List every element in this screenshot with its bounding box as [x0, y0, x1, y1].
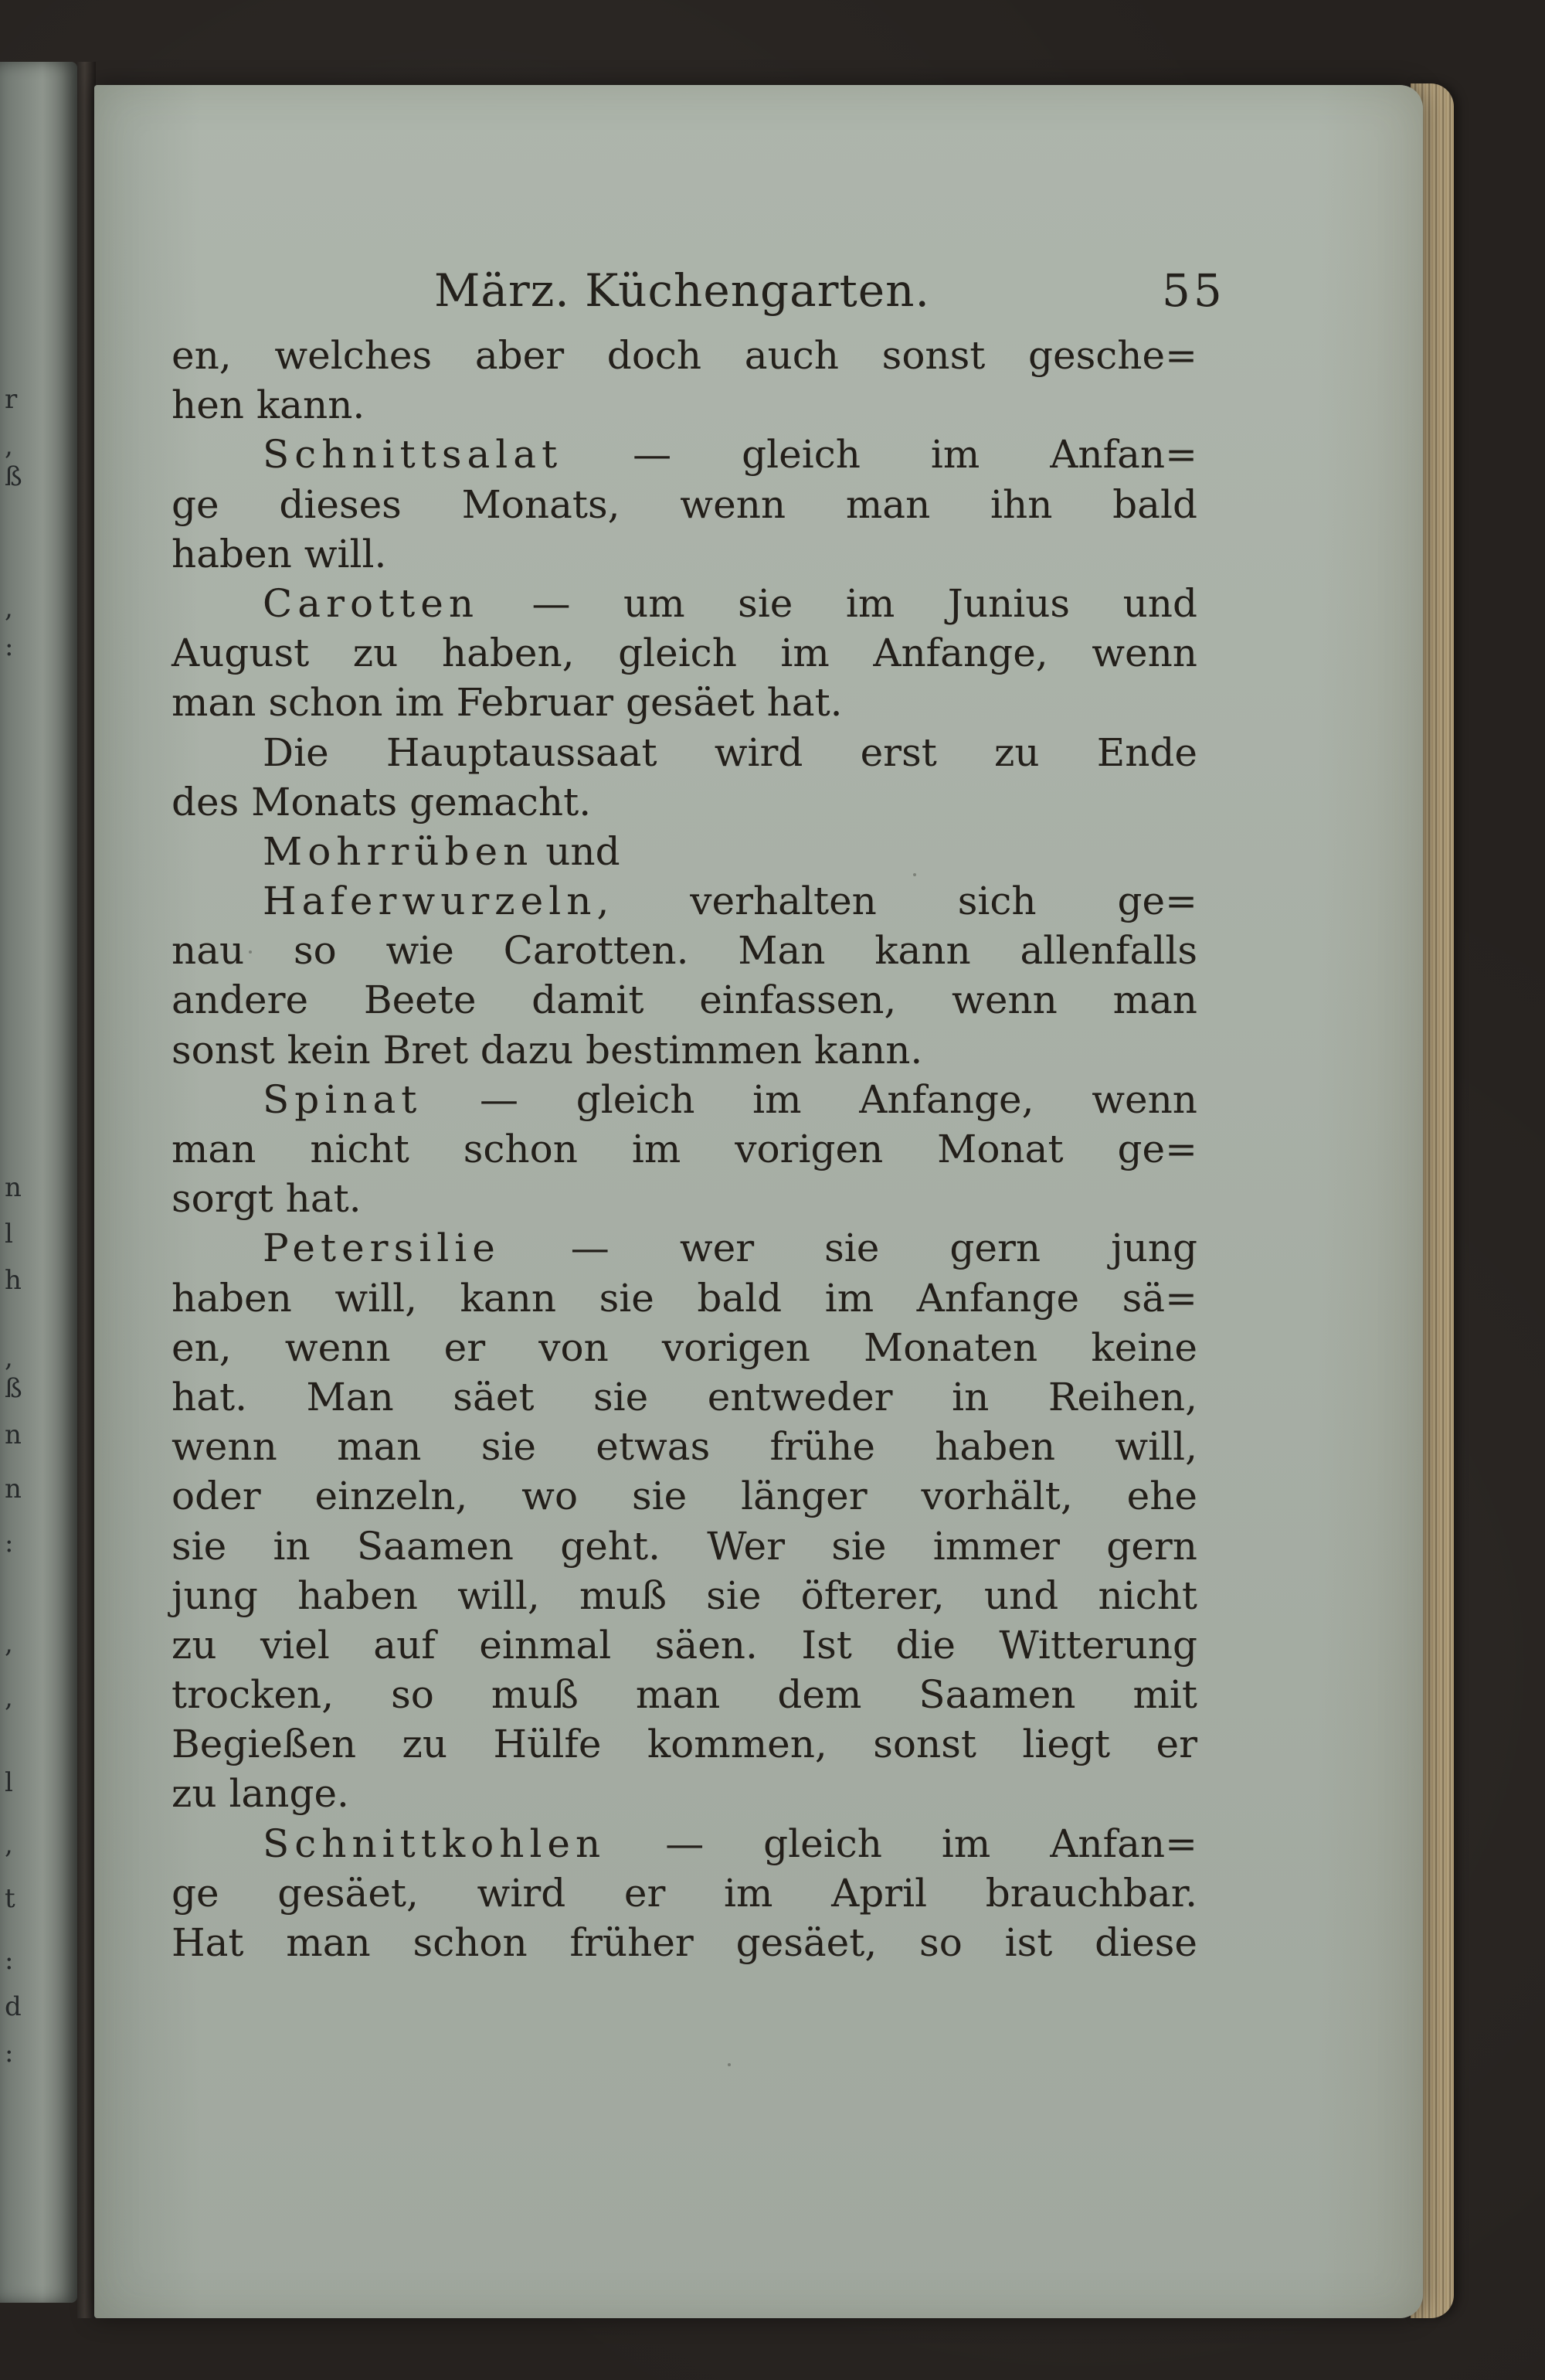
left-page-mark: :: [5, 2038, 14, 2069]
text-line: [171, 430, 1197, 479]
text-line: [171, 1769, 1197, 1818]
entry-heading: Haferwurzeln: [263, 879, 597, 924]
text-line: [171, 1075, 1197, 1124]
line-text: und: [533, 828, 620, 874]
line-text: — gleich im Anfange, wenn: [422, 1076, 1197, 1122]
text-line: [171, 1670, 1197, 1719]
line-text: — um sie im Junius und: [479, 580, 1197, 626]
ink-speck: [728, 2063, 731, 2066]
left-page-mark: n: [5, 1474, 22, 1504]
left-page-mark: l: [5, 1219, 13, 1250]
line-text: ge gesäet, wird er im April brauchbar.: [171, 1870, 1197, 1916]
line-text: zu lange.: [171, 1771, 349, 1817]
line-text: hen kann.: [171, 382, 365, 428]
line-text: sie in Saamen geht. Wer sie immer gern: [171, 1523, 1197, 1569]
left-page-mark: l: [5, 1767, 13, 1798]
running-head: März. Küchengarten.: [434, 264, 930, 317]
text-line: [171, 1620, 1197, 1670]
text-line: [171, 1719, 1197, 1769]
line-text: — wer sie gern jung: [500, 1226, 1197, 1271]
line-text: des Monats gemacht.: [171, 779, 592, 824]
text-line: [171, 1323, 1197, 1372]
left-page-mark: d: [5, 1991, 22, 2022]
line-text: sonst kein Bret dazu bestimmen kann.: [171, 1027, 923, 1073]
entry-heading: Petersilie: [263, 1226, 501, 1271]
text-line: [171, 1273, 1197, 1323]
text-line: [171, 827, 1197, 876]
book-page: [94, 85, 1423, 2318]
line-text: , verhalten sich ge=: [596, 879, 1197, 924]
entry-heading: Schnittsalat: [263, 432, 563, 478]
left-page-mark: ,: [5, 1682, 13, 1713]
line-text: — gleich im Anfan=: [606, 1821, 1197, 1866]
line-text: ge dieses Monats, wenn man ihn bald: [171, 481, 1197, 527]
line-text: en, welches aber doch auch sonst gesche=: [171, 333, 1197, 378]
left-page-mark: ,: [5, 593, 13, 624]
left-page-mark: ß: [5, 1373, 22, 1404]
text-line: [171, 331, 1197, 380]
text-line: [171, 1422, 1197, 1471]
left-page-mark: ß: [5, 461, 22, 492]
page-number: 55: [1162, 264, 1225, 317]
left-page-mark: n: [5, 1172, 22, 1203]
left-page-mark: :: [5, 1945, 14, 1976]
text-line: [171, 1868, 1197, 1918]
text-line: [171, 1025, 1197, 1075]
left-page-mark: t: [5, 1883, 15, 1914]
left-page-mark: :: [5, 1528, 14, 1559]
text-line: [171, 1522, 1197, 1571]
line-text: wenn man sie etwas frühe haben will,: [171, 1424, 1197, 1470]
text-line: [171, 480, 1197, 529]
entry-heading: Carotten: [263, 580, 480, 626]
left-page-mark: ,: [5, 1342, 13, 1373]
line-text: August zu haben, gleich im Anfange, wenn: [171, 631, 1197, 676]
line-text: jung haben will, muß sie öfterer, und nicht: [171, 1572, 1197, 1618]
line-text: man nicht schon im vorigen Monat ge=: [171, 1127, 1197, 1171]
line-text: andere Beete damit einfassen, wenn man: [171, 978, 1197, 1023]
text-line: [171, 579, 1197, 628]
left-page-mark: n: [5, 1420, 22, 1450]
text-line: [171, 1372, 1197, 1422]
left-page-mark: :: [5, 631, 14, 662]
left-page-mark: ,: [5, 1829, 13, 1860]
line-text: zu viel auf einmal säen. Ist die Witterung: [171, 1622, 1197, 1668]
book-gutter: [77, 62, 96, 2318]
text-line: [171, 975, 1197, 1025]
line-text: Hat man schon früher gesäet, so ist diese: [171, 1920, 1197, 1965]
line-text: Die Hauptaussaat wird erst zu Ende: [263, 729, 1197, 775]
text-line: [171, 529, 1197, 579]
left-page-mark: ,: [5, 1628, 13, 1659]
page-header: [94, 264, 1423, 326]
left-page-mark: h: [5, 1265, 22, 1296]
text-line: [171, 628, 1197, 678]
left-page-edge: [0, 62, 77, 2303]
line-text: man schon im Februar gesäet hat.: [171, 680, 843, 726]
line-text: Begießen zu Hülfe kommen, sonst liegt er: [171, 1722, 1197, 1767]
text-line: [171, 777, 1197, 827]
body-text: [171, 331, 1197, 1967]
line-text: trocken, so muß man dem Saamen mit: [171, 1672, 1197, 1718]
text-line: [171, 926, 1197, 975]
line-text: en, wenn er von vorigen Monaten keine: [171, 1324, 1197, 1370]
left-page-mark: ,: [5, 430, 13, 461]
entry-heading: Mohrrüben: [263, 828, 534, 874]
entry-heading: Schnittkohlen: [263, 1821, 606, 1866]
text-line: [171, 1571, 1197, 1620]
line-text: — gleich im Anfan=: [562, 432, 1197, 478]
text-line: [171, 1174, 1197, 1223]
line-text: oder einzeln, wo sie länger vorhält, ehe: [171, 1474, 1197, 1519]
line-text: nau so wie Carotten. Man kann allenfalls: [171, 928, 1197, 974]
text-line: [171, 1819, 1197, 1868]
text-line: [171, 728, 1197, 777]
text-line: [171, 1471, 1197, 1521]
text-line: [171, 380, 1197, 430]
text-line: [171, 1124, 1197, 1174]
line-text: sorgt hat.: [171, 1176, 362, 1222]
line-text: haben will.: [171, 531, 387, 576]
text-line: [171, 1223, 1197, 1273]
line-text: haben will, kann sie bald im Anfange sä=: [171, 1275, 1197, 1321]
entry-heading: Spinat: [263, 1076, 423, 1122]
text-line: [171, 678, 1197, 727]
text-line: [171, 1918, 1197, 1967]
left-page-mark: r: [5, 384, 18, 415]
text-line: [171, 876, 1197, 926]
line-text: hat. Man säet sie entweder in Reihen,: [171, 1374, 1197, 1420]
